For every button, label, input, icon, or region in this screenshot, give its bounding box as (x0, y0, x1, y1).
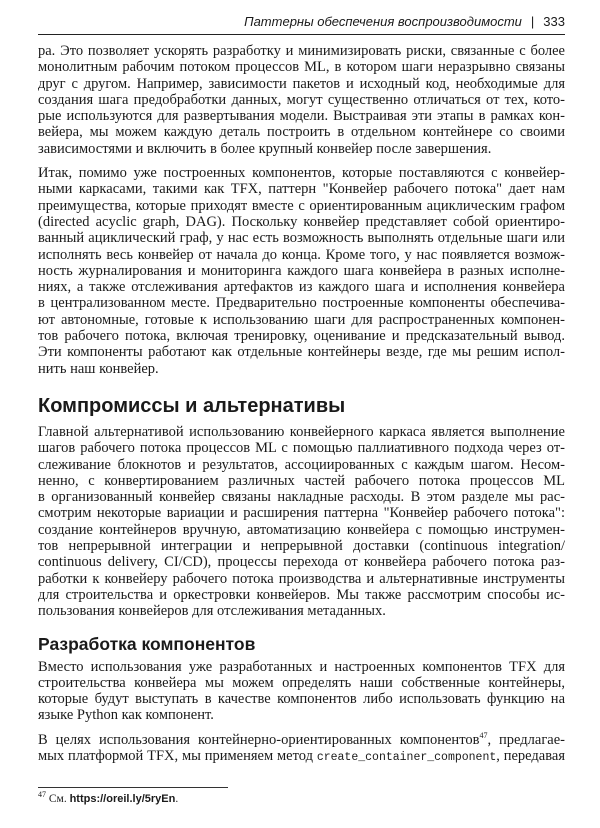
text-line: рые используются для развертывания модели. Выстраивая эти этапы в рамках кон- (38, 108, 565, 125)
text-line: монолитным рабочим потоком процессов ML, в котором шаги неразрывно связаны (38, 59, 565, 76)
text: , предлагае- (487, 731, 565, 748)
text-line: строительства конвейера мы можем определять наши собственные контейнеры, (38, 674, 565, 691)
footnote-link[interactable]: https://oreil.ly/5ryEn (69, 793, 176, 805)
paragraph (38, 165, 565, 377)
footnote-text: См. (46, 793, 70, 805)
text-line: Главной альтернативой использованию конвейерного каркаса является выполнение (38, 423, 565, 440)
page-body (38, 43, 565, 772)
text-line: Итак, помимо уже построенных компонентов, которые поставляются с конвейер- (38, 165, 565, 182)
text-line (38, 748, 565, 764)
text-line: тов непрерывной интеграции и непрерывной доставки (continuous integration/ (38, 538, 565, 555)
text: В целях использования контейнерно-ориентированных компонентов (38, 731, 480, 748)
page-number: 333 (543, 14, 565, 29)
section-heading-tradeoffs: Компромиссы и альтернативы (38, 394, 346, 417)
text-line: работки к конвейеру рабочего потока производства и альтернативные инструменты (38, 570, 565, 587)
text-line: в централизованном месте. Предварительно построенные компоненты обеспечива- (38, 295, 565, 312)
text-line: ют автономные, готовые к использованию шаги для распространенных компонен- (38, 311, 565, 328)
footnote (38, 792, 178, 806)
footnote-divider (38, 787, 228, 788)
text-line: исполнять весь конвейер от начала до конца. Кроме того, у нас появляется возмож- (38, 246, 565, 263)
paragraph (38, 424, 565, 620)
text-line: языке Python как компонент. (38, 707, 214, 724)
subsection-heading-components: Разработка компонентов (38, 633, 256, 654)
header-title: Паттерны обеспечения воспроизводимости (244, 14, 522, 29)
footnote-number: 47 (38, 790, 46, 800)
text-line: Эти компоненты работают как отдельные контейнеры везде, где мы решим испол- (38, 344, 565, 361)
text-line: которые будут выступать в качестве компонентов либо использовать функцию на (38, 691, 565, 708)
footnote-text: . (175, 793, 179, 805)
text-line: continuous delivery, CI/CD), процессы перехода от конвейера рабочего потока раз- (38, 554, 565, 571)
text-line: ра. Это позволяет ускорять разработку и минимизировать риски, связанные с более (38, 43, 565, 59)
paragraph (38, 659, 565, 724)
text-line: ными каркасами, такими как TFX, паттерн "Конвейер рабочего потока" дает нам (38, 181, 565, 198)
text-line: ненно, с конвертированием различных частей рабочего потока процессов ML (38, 472, 565, 489)
text-line: преимущества, которые приходят вместе с ориентированным ациклическим графом (38, 197, 565, 214)
text-line: создания шага предобработки данных, могут существенно отличаться от тех, кото- (38, 91, 565, 108)
text-line: создание контейнеров вручную, автоматизацию конвейера с помощью инструмен- (38, 521, 565, 538)
text-line: в организованный конвейер связаны накладные расходы. В этом разделе мы рас- (38, 489, 565, 506)
text-line: ниях, а также отслеживания артефактов из каждого шага и исполнения конвейера (38, 279, 565, 296)
text-line: друг с другом. Например, зависимости пакетов и исходный код, необходимые для (38, 75, 565, 92)
text-line: ность журналирования и мониторинга каждого шага конвейера в разных исполне- (38, 262, 565, 279)
text-line: вейера, мы можем каждую деталь построить в отдельном контейнере со своими (38, 124, 565, 141)
text: , передавая (496, 747, 565, 764)
footnote-ref[interactable]: 47 (479, 731, 488, 740)
paragraph (38, 43, 565, 157)
text-line: ванный ациклический граф, у нас есть возможность выполнять отдельные шаги или (38, 230, 565, 247)
text-line: Вместо использования уже разработанных и настроенных компонентов TFX для (38, 658, 565, 675)
text-line: пользования конвейеров для отслеживания метаданных. (38, 603, 386, 620)
text-line (38, 732, 565, 748)
body-paragraphs (38, 43, 565, 377)
text-line: зависимостями и включить в более крупный конвейер после завершения. (38, 140, 492, 157)
text-line: шагов рабочего потока процессов ML с помощью паллиативного подхода через от- (38, 440, 565, 457)
text-line: для строительства и оркестровки конвейеров. Мы также рассмотрим способы ис- (38, 586, 565, 603)
text-line: смотрим некоторые вариации и расширения паттерна "Конвейер рабочего потока": (38, 505, 565, 522)
text-line: (directed acyclic graph, DAG). Поскольку конвейер представляет собой ориентиро- (38, 213, 565, 230)
inline-code: create_container_component (316, 750, 497, 764)
text-line: нить наш конвейер. (38, 360, 159, 377)
header-separator: | (530, 14, 535, 29)
text-line: слеживание блокнотов и результатов, ассоциированных с каждым шагом. Несом- (38, 456, 565, 473)
text: мых платформой TFX, мы применяем метод (38, 747, 317, 764)
text-line: тов рабочего потока, включая тренировку, оценивание и предсказательный вывод. (38, 328, 565, 345)
running-header (38, 12, 565, 35)
paragraph (38, 732, 565, 765)
